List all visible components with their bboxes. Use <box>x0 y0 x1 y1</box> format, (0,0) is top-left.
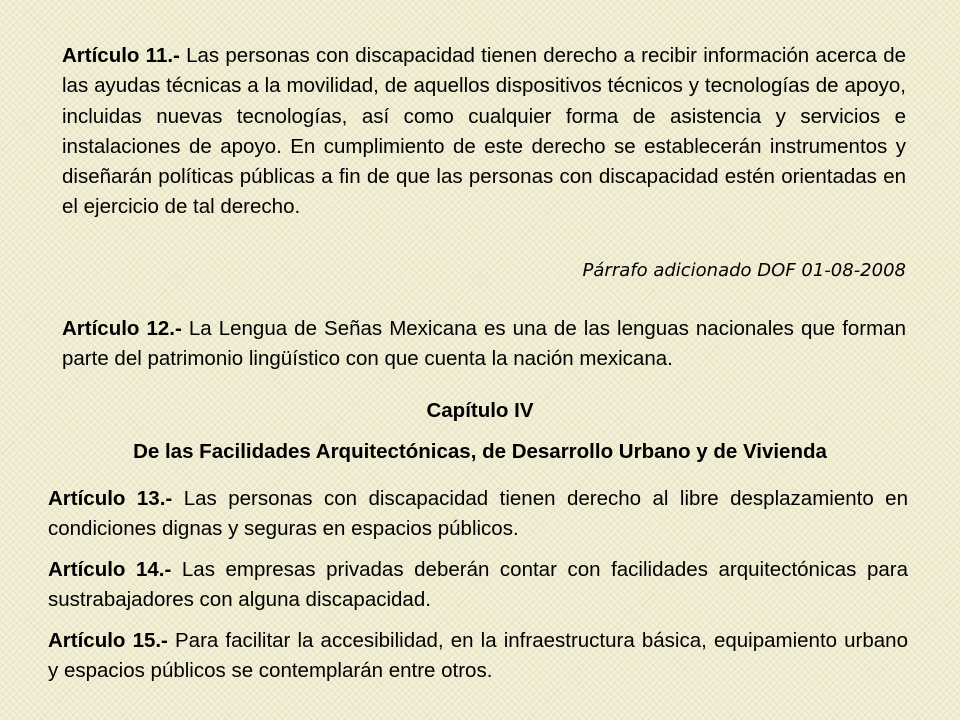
article-12 <box>62 314 906 375</box>
article-14-label: Artículo 14.- <box>48 558 172 581</box>
article-12-text: La Lengua de Señas Mexicana es una de las lenguas nacionales que forman parte del patrimonio lingüístico con que cuenta la nación mexicana. <box>62 317 907 371</box>
article-13 <box>48 484 908 545</box>
article-13-label: Artículo 13.- <box>48 487 173 510</box>
article-14-text: Las empresas privadas deberán contar con facilidades arquitectónicas para sustrabajadores con alguna discapacidad. <box>48 558 908 612</box>
chapter-title: De las Facilidades Arquitectónicas, de Desarrollo Urbano y de Vivienda <box>133 440 827 463</box>
article-12-label: Artículo 12.- <box>62 317 182 340</box>
article-13-text: Las personas con discapacidad tienen derecho al libre desplazamiento en condiciones dignas y seguras en espacios públicos. <box>48 487 908 541</box>
chapter-number: Capítulo IV <box>426 399 534 422</box>
article-11 <box>62 41 906 223</box>
article-15-label: Artículo 15.- <box>48 629 168 652</box>
article-11-label: Artículo 11.- <box>62 44 180 67</box>
article-11-text: Las personas con discapacidad tienen derecho a recibir información acerca de las ayudas técnicas a la movilidad, de aquellos dispositivos técnicos y tecnologías de apoyo, incluidas nuevas tecnologías, así como cualquier forma de asistencia y servicios e instalaciones de apoyo. En cumplimiento de este derecho se establecerán instrumentos y diseñarán políticas públicas a fin de que las personas con discapacidad estén orientadas en el ejercicio de tal derecho. <box>62 44 906 219</box>
article-15 <box>48 626 908 687</box>
article-15-text: Para facilitar la accesibilidad, en la infraestructura básica, equipamiento urbano y espacios públicos se contemplarán entre otros. <box>48 629 908 683</box>
amendment-note: Párrafo adicionado DOF 01-08-2008 <box>582 260 906 281</box>
article-14 <box>48 555 908 616</box>
